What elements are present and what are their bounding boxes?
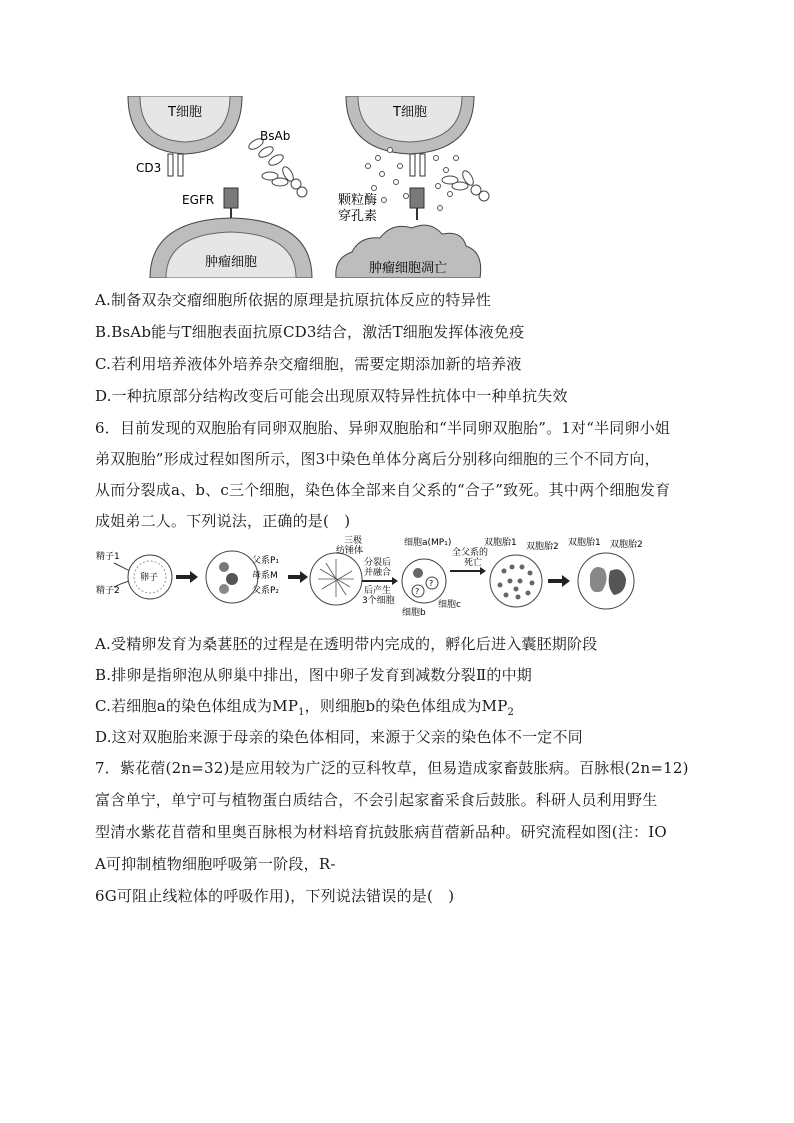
q6-stem-line3: 从而分裂成a、b、c三个细胞，染色体全部来自父系的“合子”致死。其中两个细胞发育 [95, 481, 671, 499]
bsab-mechanism-figure [120, 96, 520, 278]
paternal-death-label-1: 全父系的 [452, 548, 489, 558]
twin1-label-b: 双胞胎1 [568, 538, 601, 548]
q5-option-b: B.BsAb能与T细胞表面抗原CD3结合，激活T细胞发挥体液免疫 [95, 323, 525, 341]
division-label-1: 分裂后 [364, 558, 392, 568]
cell-a-label: 细胞a(MP₁) [404, 538, 452, 548]
q5-option-a: A.制备双杂交瘤细胞所依据的原理是抗原抗体反应的特异性 [95, 291, 492, 309]
t-cell-left [128, 96, 242, 154]
pronucleus-p2 [219, 584, 229, 594]
morula-cell [490, 555, 542, 607]
egfr-receptor-right [410, 188, 424, 208]
egfr-receptor [224, 188, 238, 208]
division-label-3: 后产生 [364, 586, 392, 596]
maternal-m-label: 母系M [252, 571, 278, 581]
q6-option-c [95, 696, 705, 723]
q6-option-c-pre: C.若细胞a的染色体组成为MP [95, 697, 299, 715]
cell-b-label: 细胞b [402, 608, 426, 617]
twin1-label: 双胞胎1 [484, 538, 517, 548]
q5-option-d: D.一种抗原部分结构改变后可能会出现原双特异性抗体中一种单抗失效 [95, 387, 568, 405]
cd3-receptor [168, 154, 183, 176]
bsab-label: BsAb [260, 129, 291, 143]
division-label-2: 并融合 [364, 568, 392, 578]
sperm2-label: 精子2 [96, 586, 120, 596]
q6-option-a: A.受精卵发育为桑葚胚的过程是在透明带内完成的，孵化后进入囊胚期阶段 [95, 635, 598, 653]
svg-text:?: ? [415, 587, 420, 596]
sperm1-label: 精子1 [96, 552, 120, 562]
q7-stem-line1: 7．紫花蓿(2n=32)是应用较为广泛的豆科牧草，但易造成家畜鼓胀病。百脉根(2n=12) [95, 759, 689, 777]
paternal-p1-label: 父系P₁ [252, 556, 280, 566]
perforin-label: 穿孔素 [338, 209, 378, 224]
twin2-label-b: 双胞胎2 [610, 540, 643, 550]
egfr-label: EGFR [182, 193, 215, 207]
q6-stem-line2: 弟双胞胎”形成过程如图所示，图3中染色单体分离后分别移向细胞的三个不同方向， [95, 450, 660, 468]
q6-option-b: B.排卵是指卵泡从卵巢中排出，图中卵子发育到减数分裂Ⅱ的中期 [95, 666, 532, 684]
cell-a [413, 568, 423, 578]
q5-option-c: C.若利用培养液体外培养杂交瘤细胞，需要定期添加新的培养液 [95, 355, 522, 373]
pronucleus-m [226, 573, 238, 585]
t-cell-right [346, 96, 474, 154]
tumor-cell-label: 肿瘤细胞 [204, 255, 258, 270]
q6-option-c-sub2: 2 [507, 707, 515, 718]
tumor-cell-left [150, 218, 312, 278]
twin2-label: 双胞胎2 [526, 542, 559, 552]
paternal-death-label-2: 死亡 [464, 558, 483, 568]
twin-formation-figure [92, 535, 712, 617]
three-cell-embryo [402, 559, 446, 603]
cd3-receptor-right [410, 154, 425, 176]
egg-label: 卵子 [140, 573, 159, 583]
q6-stem-line1: 6．目前发现的双胞胎有同卵双胞胎、异卵双胞胎和“半同卵双胞胎”。1对“半同卵小姐 [95, 419, 671, 437]
svg-text:?: ? [429, 579, 434, 588]
q7-stem-line4: A可抑制植物细胞呼吸第一阶段，R- [95, 855, 336, 873]
t-cell-right-label: T细胞 [393, 105, 427, 120]
tumor-cell-apoptosis [336, 225, 481, 278]
q6-option-c-mid: ，则细胞b的染色体组成为MP [304, 697, 508, 715]
q7-stem-line5: 6G可阻止线粒体的呼吸作用)，下列说法错误的是( ) [95, 887, 455, 905]
q6-stem-line4: 成姐弟二人。下列说法，正确的是( ) [95, 512, 351, 530]
granzyme-label: 颗粒酶 [338, 193, 378, 208]
q6-option-c-sub1: 1 [298, 707, 305, 718]
cell-c-label: 细胞c [438, 600, 461, 610]
q7-stem-line3: 型清水紫花苜蓿和里奥百脉根为材料培育抗鼓胀病苜蓿新品种。研究流程如图(注：IO [95, 823, 667, 841]
spindle-label-2: 纺锤体 [336, 546, 364, 556]
paternal-p2-label: 父系P₂ [252, 586, 280, 596]
pronucleus-p1 [219, 562, 229, 572]
cd3-label: CD3 [136, 161, 162, 175]
tumor-apoptosis-label: 肿瘤细胞凋亡 [368, 261, 448, 276]
bsab-antibody-left [247, 137, 307, 197]
q6-option-d: D.这对双胞胎来源于母亲的染色体相同，来源于父亲的染色体不一定不同 [95, 728, 583, 746]
spindle-label-1: 三极 [344, 536, 363, 546]
q7-stem-line2: 富含单宁，单宁可与植物蛋白质结合，不会引起家畜采食后鼓胀。科研人员利用野生 [95, 791, 658, 809]
t-cell-left-label: T细胞 [168, 105, 202, 120]
division-label-4: 3个细胞 [362, 596, 395, 606]
